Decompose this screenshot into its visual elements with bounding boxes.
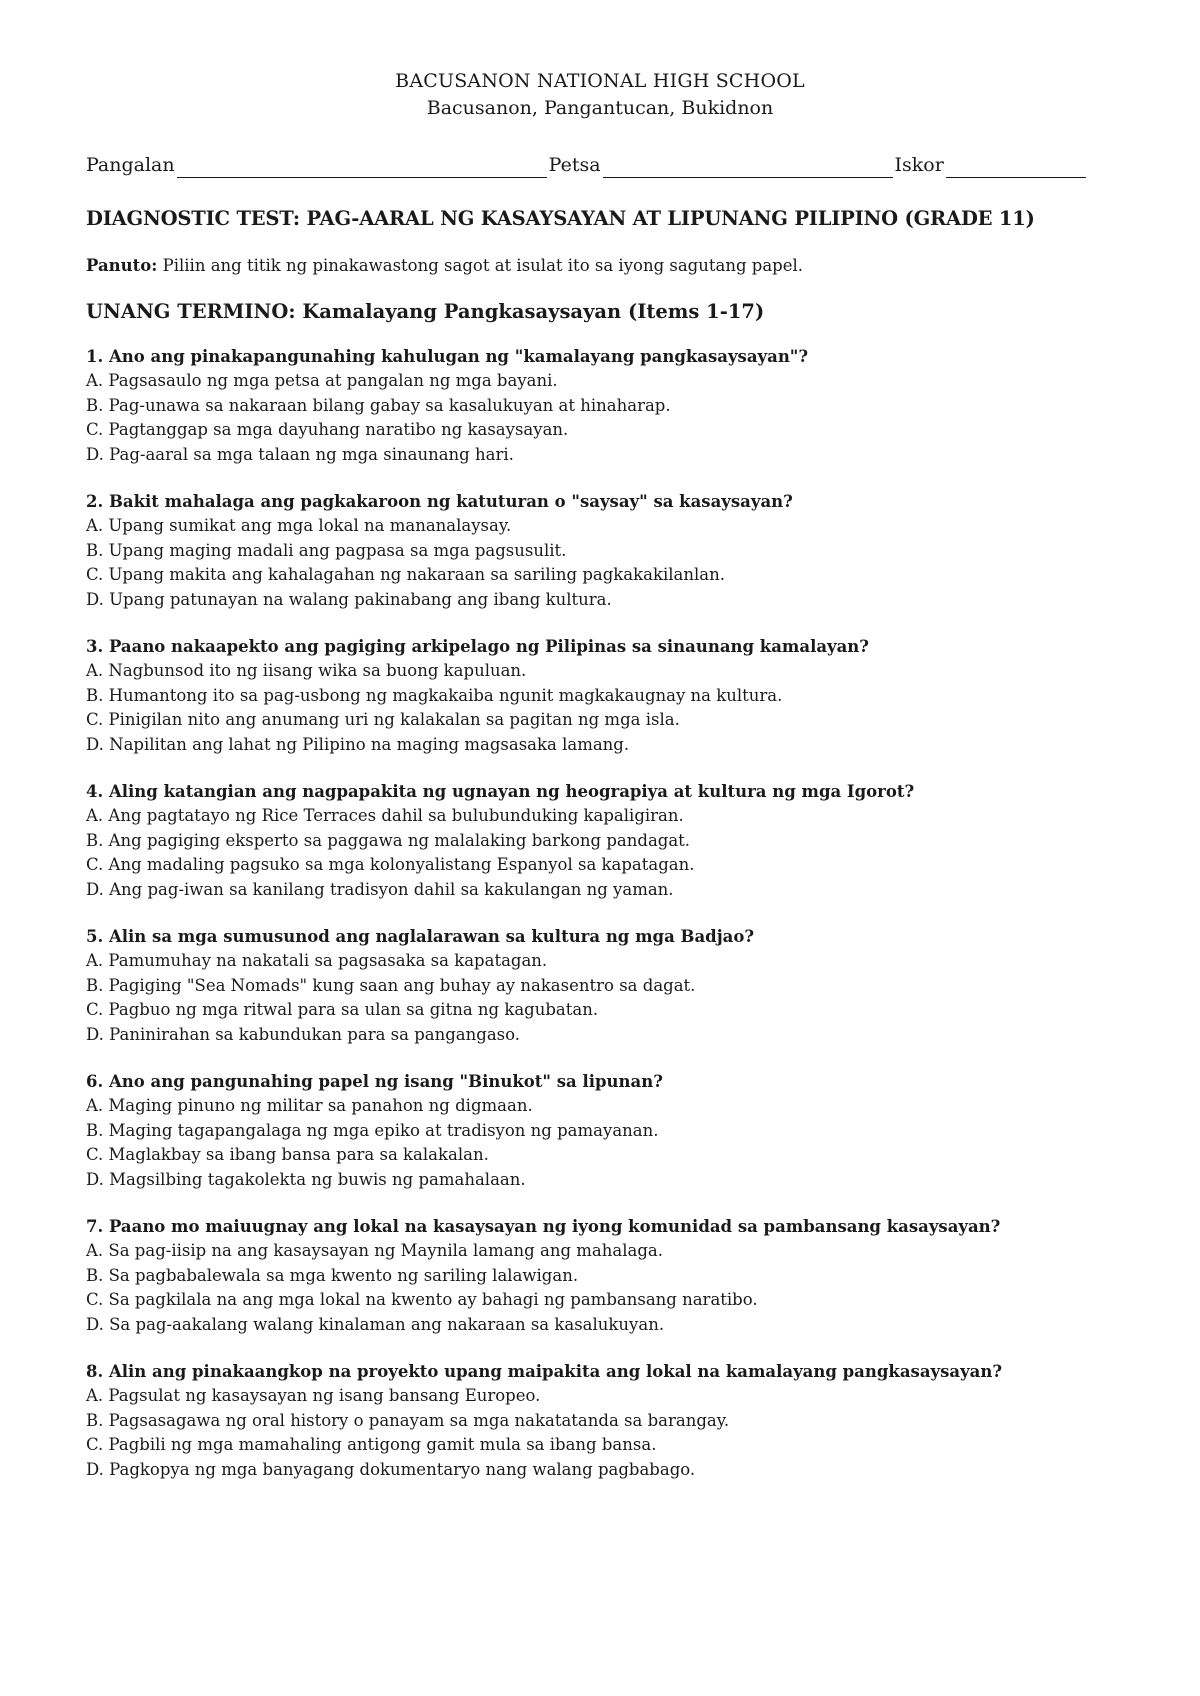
choice-b: B. Ang pagiging eksperto sa paggawa ng malalaking barkong pandagat. bbox=[86, 830, 691, 850]
choice-c: C. Pagbuo ng mga ritwal para sa ulan sa gitna ng kagubatan. bbox=[86, 1000, 599, 1019]
name-label: Pangalan bbox=[86, 154, 175, 176]
choice-c: C. Upang makita ang kahalagahan ng nakaraan sa sariling pagkakakilanlan. bbox=[86, 565, 725, 584]
choice-b: B. Maging tagapangalaga ng mga epiko at tradisyon ng pamayanan. bbox=[86, 1120, 659, 1140]
choice-b: B. Humantong ito sa pag-usbong ng magkakaiba ngunit magkakaugnay na kultura. bbox=[86, 685, 783, 705]
choice-d: D. Pagkopya ng mga banyagang dokumentaryo nang walang pagbabago. bbox=[86, 1459, 696, 1479]
date-label: Petsa bbox=[548, 154, 601, 176]
instructions-text: Piliin ang titik ng pinakawastong sagot at isulat ito sa iyong sagutang papel. bbox=[157, 256, 804, 275]
choice-c: C. Sa pagkilala na ang mga lokal na kwento ay bahagi ng pambansang naratibo. bbox=[86, 1290, 758, 1309]
question-item bbox=[86, 924, 1114, 1047]
question-text: 7. Paano mo maiuugnay ang lokal na kasaysayan ng iyong komunidad sa pambansang kasaysayan? bbox=[86, 1217, 1001, 1236]
question-list bbox=[86, 344, 1114, 1482]
term-label: UNANG TERMINO: bbox=[86, 300, 296, 323]
choice-a: A. Pagsasaulo ng mga petsa at pangalan ng mga bayani. bbox=[86, 371, 558, 390]
question-text: 3. Paano nakaapekto ang pagiging arkipelago ng Pilipinas sa sinaunang kamalayan? bbox=[86, 637, 869, 656]
choice-b: B. Pagiging "Sea Nomads" kung saan ang buhay ay nakasentro sa dagat. bbox=[86, 975, 696, 995]
choice-c: C. Pagbili ng mga mamahaling antigong gamit mula sa ibang bansa. bbox=[86, 1435, 657, 1454]
instructions bbox=[86, 254, 1114, 278]
choice-d: D. Napilitan ang lahat ng Pilipino na maging magsasaka lamang. bbox=[86, 734, 630, 754]
term-heading bbox=[86, 298, 1114, 326]
date-blank[interactable] bbox=[603, 157, 893, 178]
question-item bbox=[86, 344, 1114, 467]
choice-a: A. Pagsulat ng kasaysayan ng isang bansang Europeo. bbox=[86, 1386, 541, 1405]
choice-d: D. Sa pag-aakalang walang kinalaman ang nakaraan sa kasalukuyan. bbox=[86, 1314, 665, 1334]
choice-d: D. Paninirahan sa kabundukan para sa pangangaso. bbox=[86, 1024, 521, 1044]
question-item bbox=[86, 779, 1114, 902]
choice-d: D. Magsilbing tagakolekta ng buwis ng pamahalaan. bbox=[86, 1169, 526, 1189]
school-name: BACUSANON NATIONAL HIGH SCHOOL bbox=[395, 70, 805, 92]
choice-c: C. Pagtanggap sa mga dayuhang naratibo ng kasaysayan. bbox=[86, 420, 569, 439]
name-blank[interactable] bbox=[177, 157, 547, 178]
student-info-line bbox=[86, 152, 1114, 178]
question-item bbox=[86, 1214, 1114, 1337]
choice-a: A. Upang sumikat ang mga lokal na mananalaysay. bbox=[86, 516, 512, 535]
choice-c: C. Pinigilan nito ang anumang uri ng kalakalan sa pagitan ng mga isla. bbox=[86, 710, 680, 729]
question-item bbox=[86, 634, 1114, 757]
question-text: 2. Bakit mahalaga ang pagkakaroon ng katuturan o "saysay" sa kasaysayan? bbox=[86, 492, 793, 511]
choice-b: B. Pagsasagawa ng oral history o panayam sa mga nakatatanda sa barangay. bbox=[86, 1410, 730, 1430]
school-address: Bacusanon, Pangantucan, Bukidnon bbox=[426, 97, 774, 119]
choice-a: A. Maging pinuno ng militar sa panahon ng digmaan. bbox=[86, 1096, 533, 1115]
choice-a: A. Ang pagtatayo ng Rice Terraces dahil sa bulubunduking kapaligiran. bbox=[86, 806, 684, 825]
choice-b: B. Upang maging madali ang pagpasa sa mga pagsusulit. bbox=[86, 540, 567, 560]
score-blank[interactable] bbox=[946, 157, 1086, 178]
choice-d: D. Pag-aaral sa mga talaan ng mga sinaunang hari. bbox=[86, 444, 514, 464]
question-item bbox=[86, 489, 1114, 612]
choice-b: B. Sa pagbabalewala sa mga kwento ng sariling lalawigan. bbox=[86, 1265, 579, 1285]
test-title: DIAGNOSTIC TEST: PAG-AARAL NG KASAYSAYAN AT LIPUNANG PILIPINO (GRADE 11) bbox=[86, 207, 1035, 230]
choice-a: A. Pamumuhay na nakatali sa pagsasaka sa kapatagan. bbox=[86, 951, 548, 970]
question-text: 8. Alin ang pinakaangkop na proyekto upang maipakita ang lokal na kamalayang pangkasaysayan? bbox=[86, 1362, 1003, 1381]
choice-a: A. Sa pag-iisip na ang kasaysayan ng Maynila lamang ang mahalaga. bbox=[86, 1241, 663, 1260]
question-text: 6. Ano ang pangunahing papel ng isang "Binukot" sa lipunan? bbox=[86, 1072, 663, 1091]
choice-a: A. Nagbunsod ito ng iisang wika sa buong kapuluan. bbox=[86, 661, 527, 680]
choice-c: C. Ang madaling pagsuko sa mga kolonyalistang Espanyol sa kapatagan. bbox=[86, 855, 695, 874]
choice-c: C. Maglakbay sa ibang bansa para sa kalakalan. bbox=[86, 1145, 489, 1164]
question-item bbox=[86, 1359, 1114, 1482]
choice-d: D. Ang pag-iwan sa kanilang tradisyon dahil sa kakulangan ng yaman. bbox=[86, 879, 674, 899]
choice-d: D. Upang patunayan na walang pakinabang ang ibang kultura. bbox=[86, 589, 612, 609]
question-item bbox=[86, 1069, 1114, 1192]
score-label: Iskor bbox=[894, 154, 944, 176]
question-text: 4. Aling katangian ang nagpapakita ng ugnayan ng heograpiya at kultura ng mga Igorot? bbox=[86, 782, 915, 801]
question-text: 5. Alin sa mga sumusunod ang naglalarawan sa kultura ng mga Badjao? bbox=[86, 927, 755, 946]
instructions-label: Panuto: bbox=[86, 256, 158, 275]
choice-b: B. Pag-unawa sa nakaraan bilang gabay sa kasalukuyan at hinaharap. bbox=[86, 395, 671, 415]
question-text: 1. Ano ang pinakapangunahing kahulugan ng "kamalayang pangkasaysayan"? bbox=[86, 347, 809, 366]
term-title: Kamalayang Pangkasaysayan (Items 1-17) bbox=[295, 300, 765, 323]
